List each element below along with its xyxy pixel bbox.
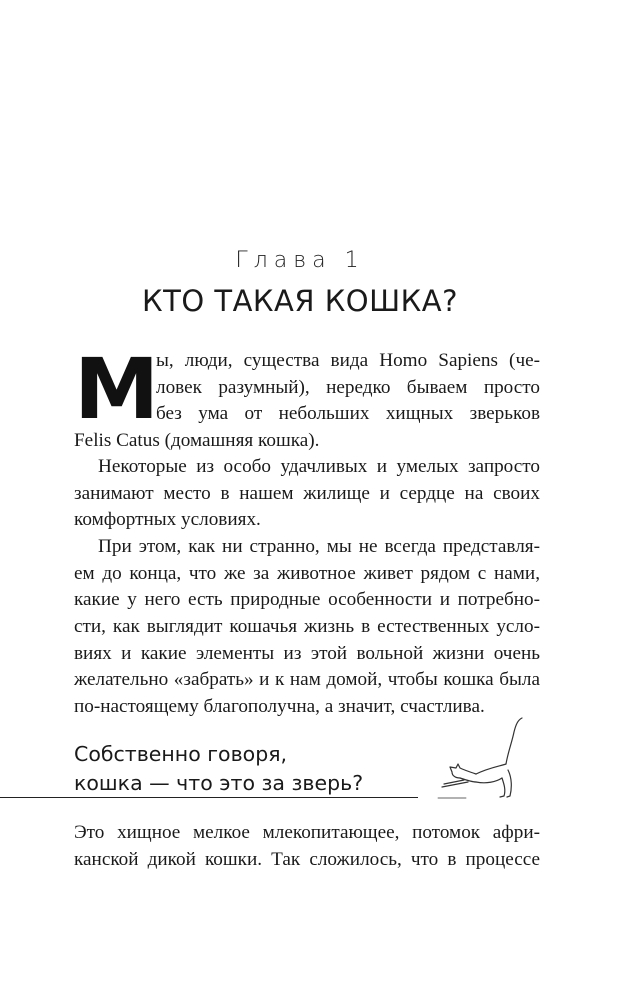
section-heading-line: кошка — что это за зверь?: [74, 771, 364, 795]
paragraph-2: [74, 454, 540, 534]
drop-cap: М: [74, 340, 156, 438]
chapter-title: КТО ТАКАЯ КОШКА?: [142, 284, 458, 318]
paragraph-line: канской дикой кошки. Так сложилось, что в процессе: [74, 848, 540, 870]
paragraph-4: [74, 820, 540, 873]
intro-line: ловек разумный), нередко бываем просто: [156, 376, 540, 398]
intro-line: Felis Catus (домашняя кошка).: [74, 430, 320, 452]
section-heading: [74, 740, 363, 798]
paragraph-line: При этом, как ни странно, мы не всегда представля-: [98, 536, 540, 557]
paragraph-line: желательно «забрать» и к нам домой, чтобы кошка была: [74, 669, 540, 691]
paragraph-line: виях и какие элементы из этой вольной жизни очень: [74, 642, 540, 664]
paragraph-line: сти, как выглядит кошачья жизнь в естественных усло-: [74, 616, 540, 638]
paragraph-line: по-настоящему благополучна, а значит, счастлива.: [74, 696, 485, 718]
stretching-cat-icon: [430, 712, 530, 804]
chapter-label: Глава 1: [235, 248, 365, 273]
section-heading-line: Собственно говоря,: [74, 742, 288, 766]
paragraph-line: комфортных условиях.: [74, 509, 261, 531]
paragraph-line: ем до конца, что же за животное живет рядом с нами,: [74, 562, 540, 584]
paragraph-3: [74, 534, 540, 721]
paragraph-line: какие у него есть природные особенности и потребно-: [74, 589, 540, 611]
intro-line: без ума от небольших хищных зверьков: [156, 403, 540, 425]
paragraph-line: занимают место в нашем жилище и сердце на своих: [74, 482, 540, 504]
paragraph-line: Это хищное мелкое млекопитающее, потомок афри-: [74, 822, 540, 843]
intro-paragraph: [74, 340, 540, 455]
paragraph-line: Некоторые из особо удачливых и умелых запросто: [98, 456, 540, 477]
intro-line: ы, люди, существа вида Homo Sapiens (че-: [156, 350, 540, 371]
section-divider: [0, 797, 418, 798]
